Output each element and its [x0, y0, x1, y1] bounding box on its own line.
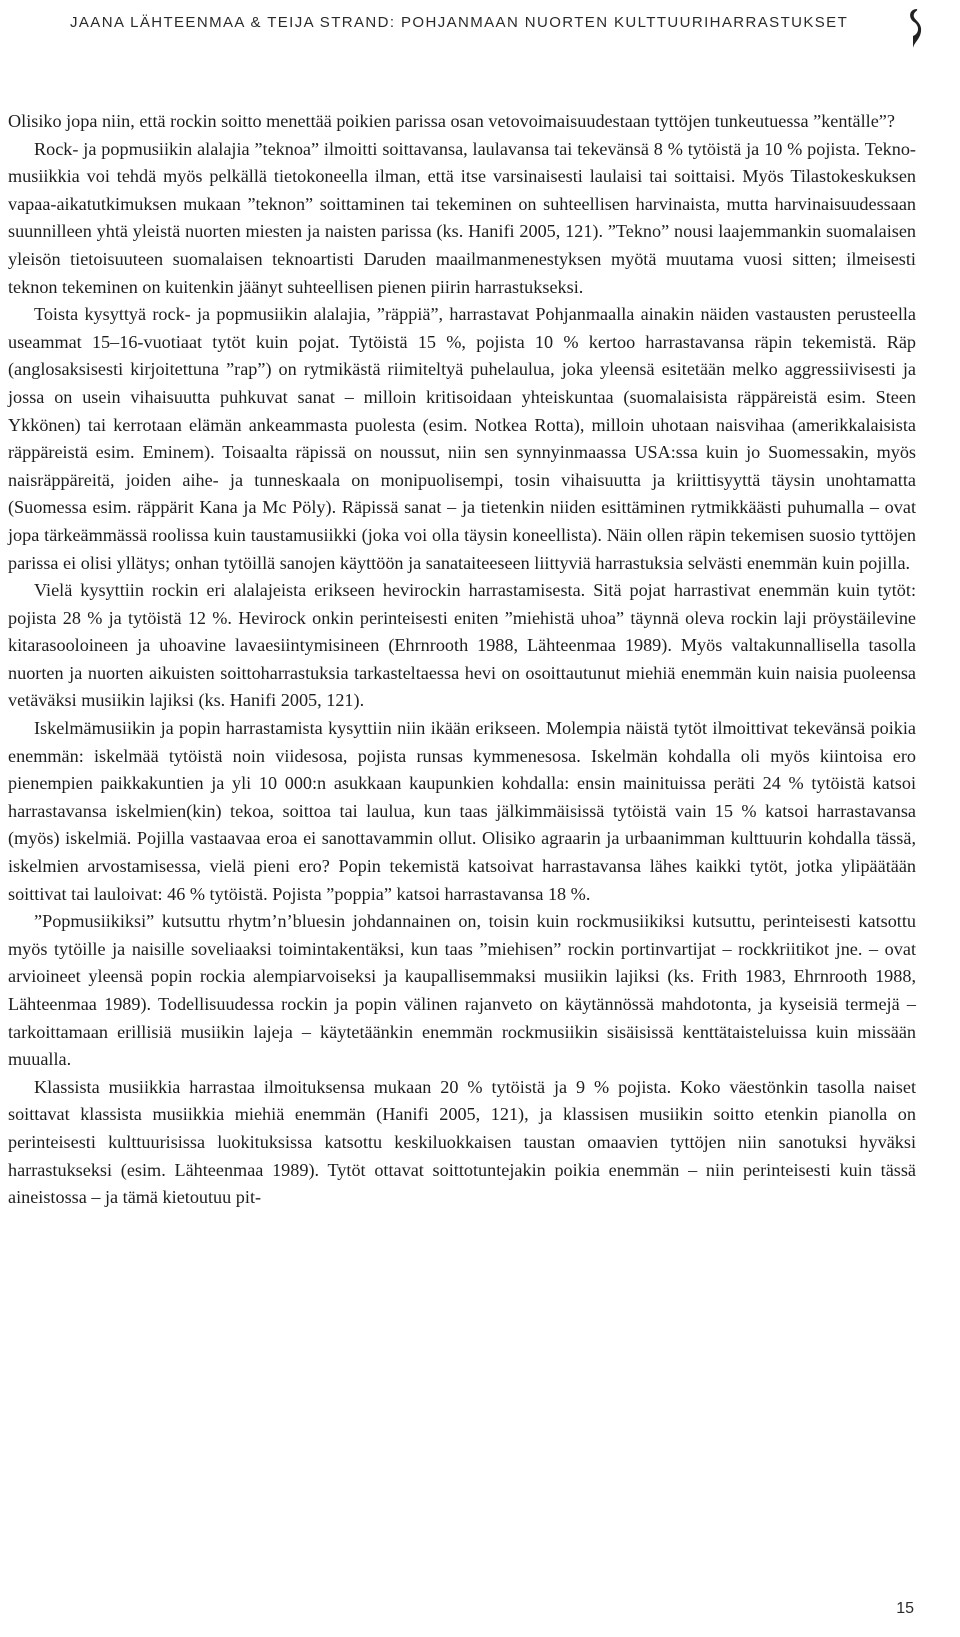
running-head-title: JAANA LÄHTEENMAA & TEIJA STRAND: POHJANMAAN NUORTEN KULTTUURIHARRASTUKSET — [70, 14, 849, 31]
paragraph-4: Vielä kysyttiin rockin eri alalajeista erikseen hevirockin harrastamisesta. Sitä pojat harrastivat enemmän kuin tytöt: pojista 28 % ja tytöistä 12 %. Hevirock onkin perinteisesti eniten ”miehistä uhoa” täynnä oleva rockin laji pröystäilevine kitarasooloineen ja uhoavine lavaesiintymisineen (Ehrnrooth 1988, Lähteenmaa 1989). Myös valtakunnallisella tasolla nuorten ja nuorten aikuisten soittoharrastuksia tarkasteltaessa hevi on osoittautunut miehiä enemmän kuin naisia puoleensa vetäväksi musiikin lajiksi (ks. Hanifi 2005, 121). — [8, 580, 916, 711]
paragraph-6: ”Popmusiikiksi” kutsuttu rhytm’n’bluesin johdannainen on, toisin kuin rockmusiikiksi kutsuttu, perinteisesti katsottu myös tytöille ja naisille soveliaaksi toimintakentäksi, kun taas ”miehisen” rockin portinvartijat – rockkriitikot jne. – ovat arvioineet yleensä popin rockia alempiarvoiseksi ja kaupallisemmaksi musiikin lajiksi (ks. Frith 1983, Ehrnrooth 1988, Lähteenmaa 1989). Todellisuudessa rockin ja popin välinen rajanveto on käytännössä mahdotonta, ja kyseisiä termejä – tarkoittamaan erillisiä musiikin lajeja – käytetäänkin enemmän rockmusiikin sisäisissä kenttätaisteluissa kuin missään muualla. — [8, 911, 916, 1070]
page-number: 15 — [896, 1600, 914, 1617]
paragraph-3: Toista kysyttyä rock- ja popmusiikin alalajia, ”räppiä”, harrastavat Pohjanmaalla ainakin näiden vastausten perusteella useammat 15–16-vuotiaat tytöt kuin pojat. Tytöistä 15 %, pojista 10 % kertoo harrastavansa räpin tekemistä. Räp (anglosaksisesti kirjoitettuna ”rap”) on rytmikästä riimiteltyä puhelaulua, joka yleensä esitetään melko aggressiivisesti ja jossa on usein vihaisuutta puhkuvat sanat – milloin kritisoidaan yhteiskuntaa (suomalaisista räppäreistä esim. Steen Ykkönen) tai kerrotaan elämän ankeammasta puolesta (esim. Notkea Rotta), milloin uhotaan naisvihaa (amerikkalaisista räppäreistä esim. Eminem). Toisaalta räpissä on noussut, niin sen synnyinmaassa USA:ssa kuin jo Suomessakin, myös naisräppäreitä, joiden aihe- ja tunneskaala on monipuolisempi, tosin vihaisuutta ja kriittisyyttä täysin unohtamatta (Suomessa esim. räppärit Kana ja Mc Pöly). Räpissä sanat – ja tietenkin niiden esittäminen rytmikkäästi puhumalla – ovat jopa tärkeämmässä roolissa kuin taustamusiikki (joka voi olla täysin koneellista). Näin ollen räpin tekemisen suosio tyttöjen parissa ei olisi yllätys; onhan tytöillä sanojen käyttöön ja sanataiteeseen liittyviä harrastuksia selvästi enemmän kuin pojilla. — [8, 304, 916, 573]
article-body — [8, 108, 916, 1212]
paragraph-7: Klassista musiikkia harrastaa ilmoituksensa mukaan 20 % tytöistä ja 9 % pojista. Koko väestönkin tasolla naiset soittavat klassista musiikkia miehiä enemmän (Hanifi 2005, 121), ja klassisen musiikin soitto etenkin pianolla on perinteisesti kulttuurisissa luokituksissa katsottu keskiluokkaisen taustan omaavien tyttöjen niin sanotuksi hyväksi harrastukseksi (esim. Lähteenmaa 1989). Tytöt ottavat soittotuntejakin poikia enemmän – niin perinteisesti kuin tässä aineistossa – ja tämä kietoutuu pit- — [8, 1076, 916, 1208]
paragraph-1: Olisiko jopa niin, että rockin soitto menettää poikien parissa osan vetovoimaisuudestaan tyttöjen tunkeutuessa ”kentälle”? — [8, 111, 895, 131]
paragraph-2: Rock- ja popmusiikin alalajia ”teknoa” ilmoitti soittavansa, laulavansa tai tekevänsä 8 % tytöistä ja 10 % pojista. Tekno-musiikkia voi tehdä myös pelkällä tietokoneella ilman, että itse varsinaisesti laulaisi tai soittaisi. Myös Tilastokeskuksen vapaa-aikatutkimuksen mukaan ”teknon” soittaminen tai tekeminen on suhteellisen harvinaista, mutta harvinaisuudessaan suunnilleen yhtä yleistä nuorten miesten ja naisten parissa (ks. Hanifi 2005, 121). ”Tekno” nousi laajemmankin suomalaisen yleisön tietoisuuteen suomalaisen teknoartisti Daruden maailmanmenestyksen myötä muutama vuosi sitten; ilmeisesti teknon tekeminen on kuitenkin jäänyt suhteellisen pienen piirin harrastukseksi. — [8, 138, 916, 297]
paragraph-5: Iskelmämusiikin ja popin harrastamista kysyttiin niin ikään erikseen. Molempia näistä tytöt ilmoittivat tekevänsä poikia enemmän: iskelmää tytöistä noin viidesosa, pojista runsas kymmenesosa. Iskelmän kohdalla oli myös kiintoisa ero pienempien paikkakuntien ja yli 10 000:n asukkaan kaupunkien kohdalla: ensin mainituissa peräti 24 % tytöistä katsoi harrastavansa iskelmien(kin) tekoa, soittoa tai laulua, kun taas jälkimmäisissä tytöistä vain 15 % katsoi harrastavansa (myös) iskelmiä. Pojilla vastaavaa eroa ei sanottavammin ollut. Olisiko agraarin ja urbaanimman kulttuurin kohdalla tässä, iskelmien arvostamisessa, vielä pieni ero? Popin tekemistä katsoivat harrastavansa lähes kaikki tytöt, jotka ylipäätään soittivat tai lauloivat: 46 % tytöistä. Pojista ”poppia” katsoi harrastavansa 18 %. — [8, 718, 916, 904]
hook-s-logo-icon — [905, 6, 923, 50]
